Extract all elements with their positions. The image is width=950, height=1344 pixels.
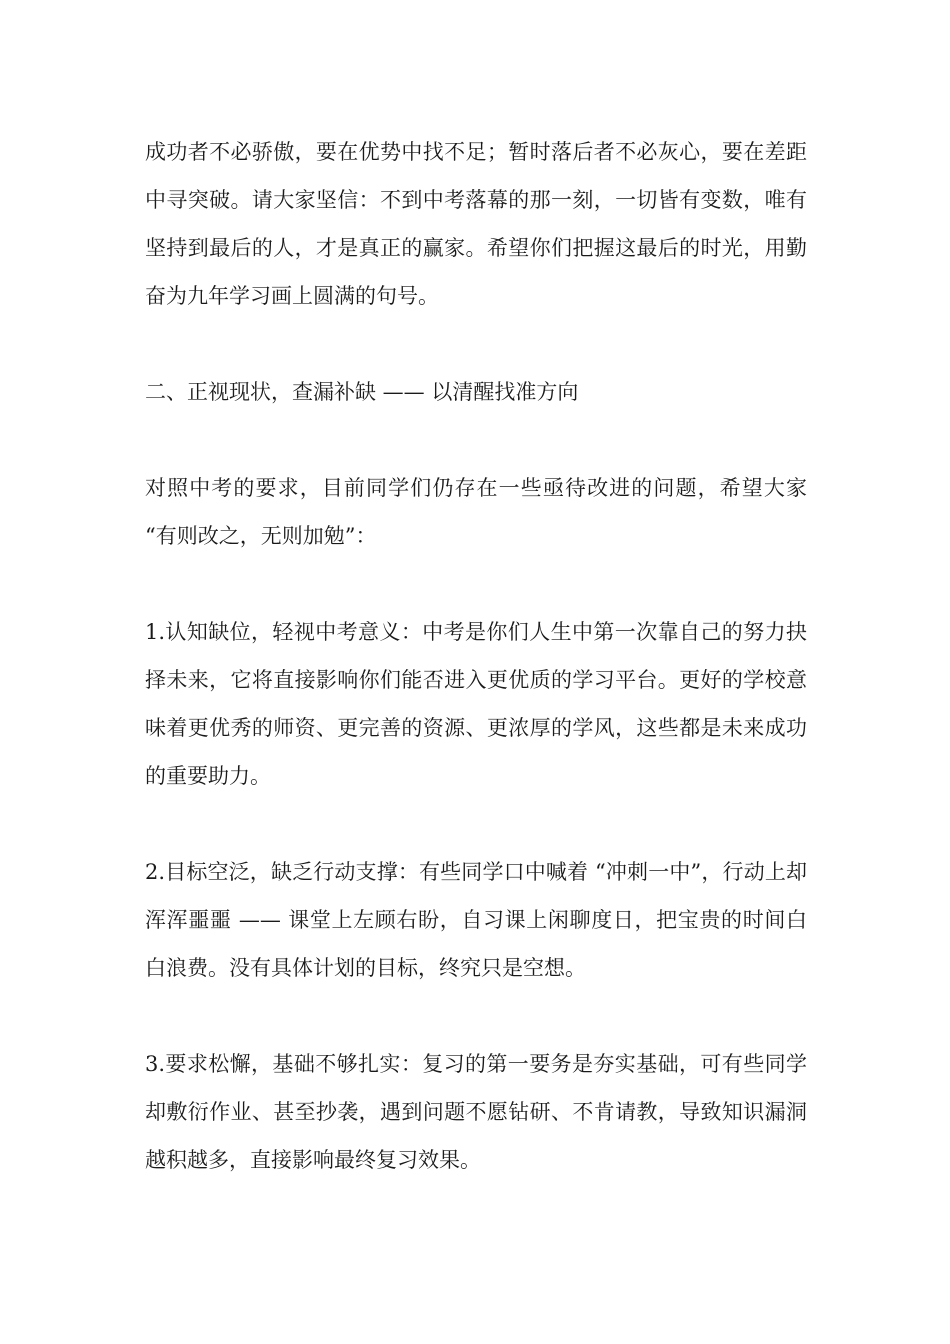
paragraph-spacer — [145, 416, 807, 464]
section-heading: 二、正视现状，查漏补缺 —— 以清醒找准方向 — [145, 380, 579, 404]
paragraph-conclusion: 成功者不必骄傲，要在优势中找不足；暂时落后者不必灰心，要在差距中寻突破。请大家坚信：不到中考落幕的那一刻，一切皆有变数，唯有坚持到最后的人，才是真正的赢家。希望你们把握这最后的时光，用勤奋为九年学习画上圆满的句号。 — [145, 140, 807, 308]
list-item-1: 1.认知缺位，轻视中考意义：中考是你们人生中第一次靠自己的努力抉择未来，它将直接影响你们能否进入更优质的学习平台。更好的学校意味着更优秀的师资、更完善的资源、更浓厚的学风，这些都是未来成功的重要助力。 — [145, 620, 807, 788]
paragraph-spacer — [145, 560, 807, 608]
list-item-2: 2.目标空泛，缺乏行动支撑：有些同学口中喊着 “冲刺一中”，行动上却浑浑噩噩 —— 课堂上左顾右盼，自习课上闲聊度日，把宝贵的时间白白浪费。没有具体计划的目标，终究只是空想。 — [145, 860, 807, 980]
paragraph-intro: 对照中考的要求，目前同学们仍存在一些亟待改进的问题，希望大家 “有则改之，无则加勉”： — [145, 476, 807, 548]
paragraph-spacer — [145, 800, 807, 848]
list-item-3: 3.要求松懈，基础不够扎实：复习的第一要务是夯实基础，可有些同学却敷衍作业、甚至抄袭，遇到问题不愿钻研、不肯请教，导致知识漏洞越积越多，直接影响最终复习效果。 — [145, 1052, 807, 1172]
paragraph-spacer — [145, 992, 807, 1040]
document-body — [145, 128, 807, 1184]
paragraph-spacer — [145, 320, 807, 368]
